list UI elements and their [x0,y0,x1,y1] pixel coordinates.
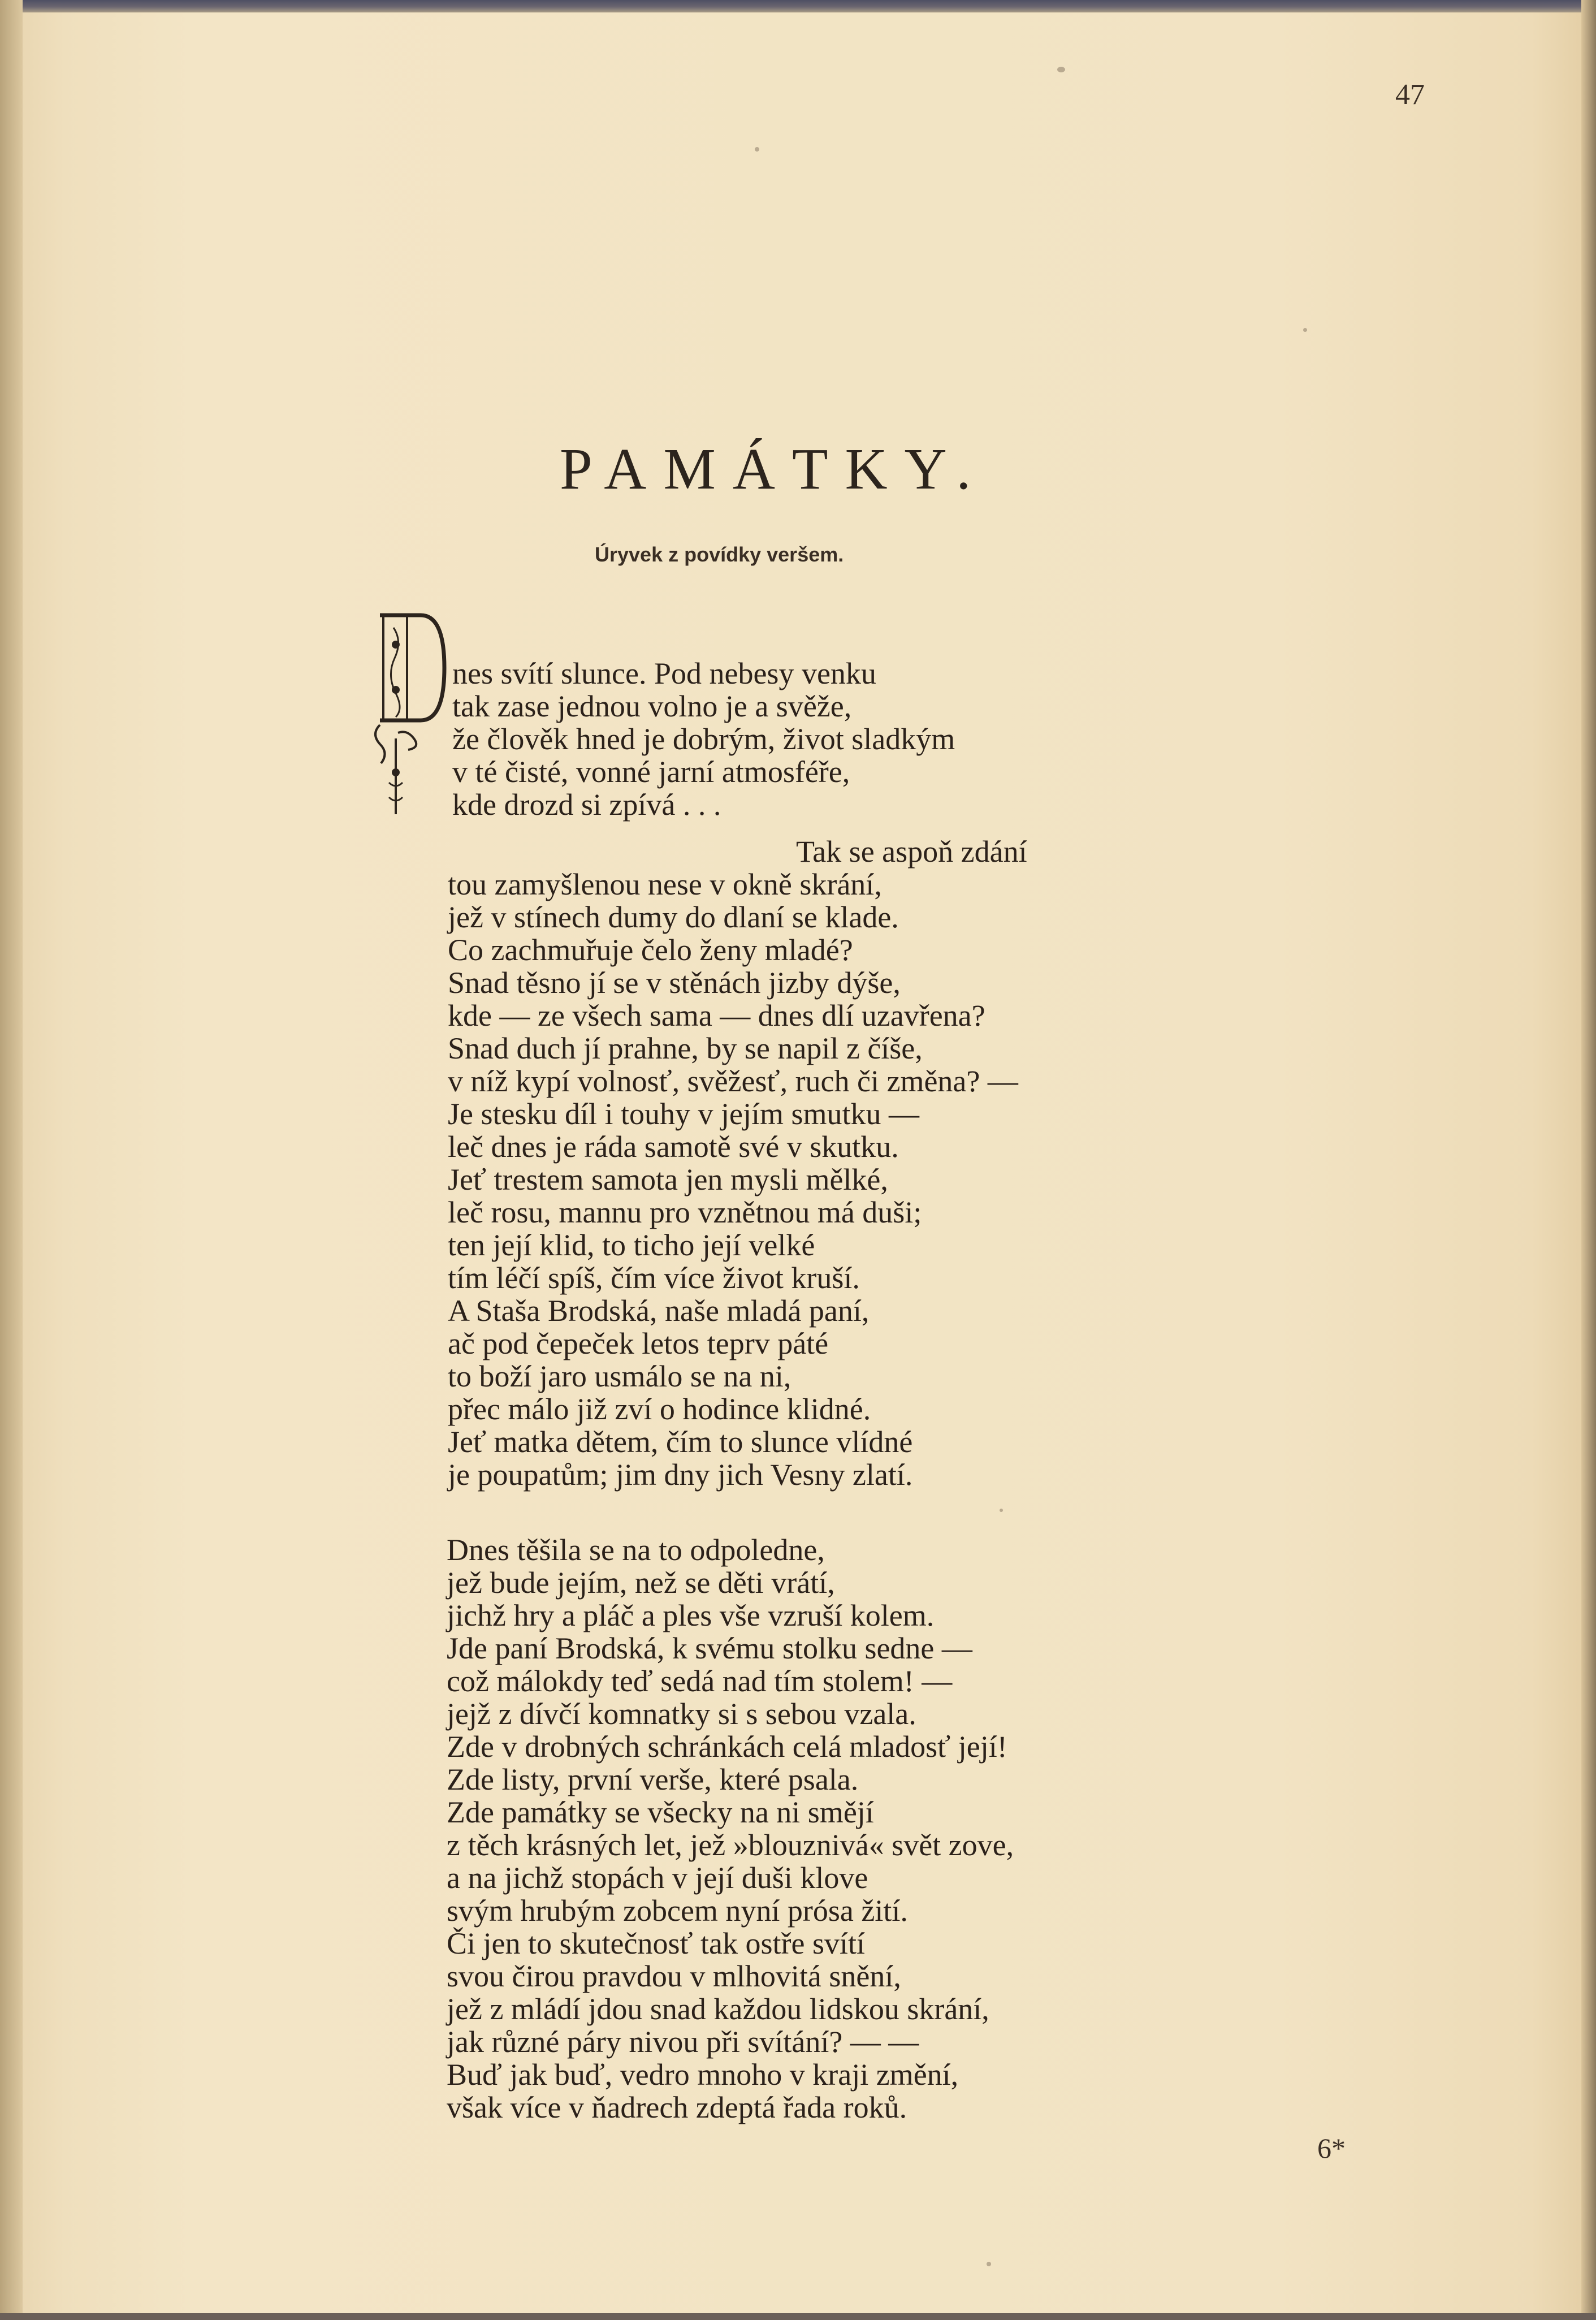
verse-line: Zde listy, první verše, které psala. [447,1762,859,1796]
verse-line: Jeť trestem samota jen mysli mělké, [448,1163,888,1196]
verse-line: Buď jak buď, vedro mnoho v kraji změní, [447,2058,959,2092]
verse-line: svým hrubým zobcem nyní prósa žití. [447,1894,908,1928]
paper-speck [1000,1509,1003,1512]
paper-speck [987,2262,991,2266]
page-right-edge [1581,0,1596,2320]
verse-line: Tak se aspoň zdání [796,835,1027,869]
verse-line: kde — ze všech sama — dnes dlí uzavřena? [448,999,985,1032]
verse-line: tím léčí spíš, čím více život kruší. [448,1261,860,1295]
verse-line: to boží jaro usmálo se na ni, [448,1359,791,1393]
verse-line: v níž kypí volnosť, svěžesť, ruch či změna? — [448,1064,1018,1098]
verse-line: A Staša Brodská, naše mladá paní, [448,1294,870,1328]
verse-line: z těch krásných let, jež »blouznivá« svět zove, [447,1828,1014,1862]
paper-speck [755,147,759,152]
verse-line: že člověk hned je dobrým, život sladkým [452,722,955,756]
verse-line: Snad duch jí prahne, by se napil z číše, [448,1031,923,1065]
page-binding-edge [0,0,23,2320]
paper-speck [1057,67,1065,72]
page-top-edge [0,0,1596,12]
verse-line: jež bude jejím, než se děti vrátí, [447,1566,835,1600]
verse-line: svou čirou pravdou v mlhovitá snění, [447,1959,901,1993]
verse-line: přec málo již zví o hodince klidné. [448,1392,871,1426]
verse-line: leč rosu, mannu pro vznětnou má duši; [448,1195,922,1229]
verse-line: kde drozd si zpívá . . . [452,788,721,822]
verse-line: je poupatům; jim dny jich Vesny zlatí. [448,1458,913,1492]
verse-line: což málokdy teď sedá nad tím stolem! — [447,1664,953,1698]
page-bottom-edge [0,2313,1596,2320]
page-subtitle: Úryvek z povídky veršem. [595,543,844,566]
verse-line: nes svítí slunce. Pod nebesy venku [452,656,876,690]
verse-line: Zde v drobných schránkách celá mladosť její! [447,1730,1007,1764]
signature-mark: 6* [1317,2132,1346,2164]
verse-line: jichž hry a pláč a ples vše vzruší kolem. [447,1598,935,1632]
verse-line: a na jichž stopách v její duši klove [447,1861,868,1895]
verse-line: tak zase jednou volno je a svěže, [452,689,852,723]
page-number: 47 [1395,79,1425,111]
page-title: PAMÁTKY. [560,437,988,502]
verse-line: však více v ňadrech zdeptá řada roků. [447,2090,907,2124]
verse-line: Či jen to skutečnosť tak ostře svítí [447,1926,865,1960]
paper-speck [1303,328,1307,332]
verse-line: ač pod čepeček letos teprv páté [448,1327,829,1360]
ornamental-drop-cap [373,605,447,820]
verse-line: Zde památky se všecky na ni smějí [447,1795,874,1829]
verse-line: leč dnes je ráda samotě své v skutku. [448,1130,899,1164]
verse-line: jež z mládí jdou snad každou lidskou skrání, [447,1992,989,2026]
verse-line: jež v stínech dumy do dlaní se klade. [448,900,899,934]
verse-line: Co zachmuřuje čelo ženy mladé? [448,933,853,967]
verse-line: v té čisté, vonné jarní atmosféře, [452,755,850,789]
verse-line: jak různé páry nivou při svítání? — — [447,2025,919,2059]
verse-line: ten její klid, to ticho její velké [448,1228,815,1262]
verse-line: tou zamyšlenou nese v okně skrání, [448,867,882,901]
verse-line: Jeť matka dětem, čím to slunce vlídné [448,1425,913,1459]
verse-line: Jde paní Brodská, k svému stolku sedne — [447,1631,972,1665]
verse-line: Dnes těšila se na to odpoledne, [447,1533,825,1567]
verse-line: jejž z dívčí komnatky si s sebou vzala. [447,1697,916,1731]
verse-line: Je stesku díl i touhy v jejím smutku — [448,1097,919,1131]
verse-line: Snad těsno jí se v stěnách jizby dýše, [448,966,901,1000]
